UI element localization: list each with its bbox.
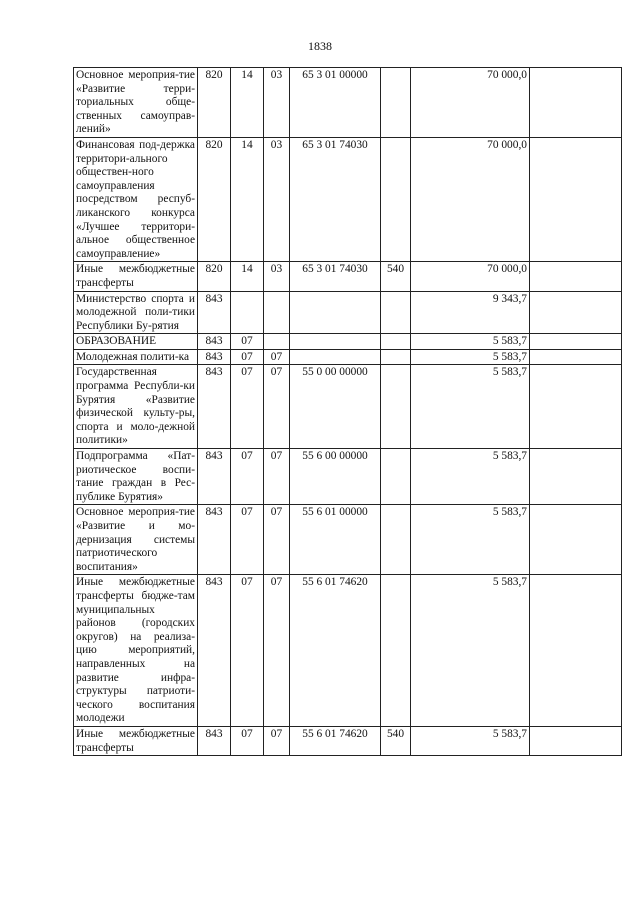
amount-cell: 70 000,0	[411, 137, 530, 261]
section-code-cell: 07	[231, 575, 264, 727]
subsection-code-cell: 07	[264, 505, 290, 575]
table-body	[74, 68, 622, 756]
grbs-code-cell: 843	[198, 334, 231, 350]
row-name-cell: Основное мероприя-тие «Развитие и мо-дернизация системы патриотического воспитания»	[74, 505, 198, 575]
section-code-cell: 07	[231, 349, 264, 365]
section-code-cell: 14	[231, 137, 264, 261]
amount-cell: 5 583,7	[411, 334, 530, 350]
row-name-cell: Молодежная полити-ка	[74, 349, 198, 365]
section-code-cell: 07	[231, 449, 264, 505]
section-code-cell: 14	[231, 262, 264, 291]
section-code-cell: 14	[231, 68, 264, 138]
row-name-cell: Министерство спорта и молодежной поли-тики Республики Бу-рятия	[74, 291, 198, 334]
amount-cell: 5 583,7	[411, 449, 530, 505]
empty-cell	[530, 137, 622, 261]
row-name-cell: Иные межбюджетные трансферты бюдже-там муниципальных районов (городских округов) на реализа-цию мероприятий, направленных на развитие инфра-структуры патриоти-ческого воспитания молодежи	[74, 575, 198, 727]
amount-cell: 70 000,0	[411, 68, 530, 138]
page-number: 1838	[308, 39, 332, 53]
empty-cell	[530, 365, 622, 449]
grbs-code-cell: 843	[198, 291, 231, 334]
amount-cell: 70 000,0	[411, 262, 530, 291]
subsection-code-cell: 07	[264, 575, 290, 727]
table-row	[74, 137, 622, 261]
row-name-cell: ОБРАЗОВАНИЕ	[74, 334, 198, 350]
subsection-code-cell: 07	[264, 365, 290, 449]
expense-type-cell	[381, 365, 411, 449]
target-article-cell: 55 6 00 00000	[290, 449, 381, 505]
target-article-cell: 65 3 01 00000	[290, 68, 381, 138]
amount-cell: 9 343,7	[411, 291, 530, 334]
empty-cell	[530, 505, 622, 575]
amount-cell: 5 583,7	[411, 575, 530, 727]
subsection-code-cell: 07	[264, 349, 290, 365]
empty-cell	[530, 449, 622, 505]
table-row	[74, 262, 622, 291]
empty-cell	[530, 726, 622, 755]
grbs-code-cell: 820	[198, 262, 231, 291]
target-article-cell: 65 3 01 74030	[290, 262, 381, 291]
grbs-code-cell: 820	[198, 68, 231, 138]
grbs-code-cell: 820	[198, 137, 231, 261]
table-row	[74, 726, 622, 755]
target-article-cell: 55 6 01 74620	[290, 575, 381, 727]
expense-type-cell	[381, 575, 411, 727]
grbs-code-cell: 843	[198, 365, 231, 449]
target-article-cell	[290, 349, 381, 365]
table-row	[74, 291, 622, 334]
grbs-code-cell: 843	[198, 349, 231, 365]
section-code-cell: 07	[231, 726, 264, 755]
row-name-cell: Подпрограмма «Пат-риотическое воспи-тание граждан в Рес-публике Бурятия»	[74, 449, 198, 505]
amount-cell: 5 583,7	[411, 505, 530, 575]
expense-type-cell	[381, 68, 411, 138]
expense-type-cell	[381, 505, 411, 575]
table-row	[74, 449, 622, 505]
expense-type-cell: 540	[381, 726, 411, 755]
empty-cell	[530, 334, 622, 350]
table-row	[74, 365, 622, 449]
expense-type-cell	[381, 449, 411, 505]
row-name-cell: Иные межбюджетные трансферты	[74, 262, 198, 291]
amount-cell: 5 583,7	[411, 349, 530, 365]
target-article-cell: 55 6 01 00000	[290, 505, 381, 575]
expense-type-cell	[381, 137, 411, 261]
subsection-code-cell: 07	[264, 726, 290, 755]
subsection-code-cell: 03	[264, 262, 290, 291]
empty-cell	[530, 68, 622, 138]
table-row	[74, 349, 622, 365]
target-article-cell: 55 6 01 74620	[290, 726, 381, 755]
expense-type-cell	[381, 334, 411, 350]
table-row	[74, 575, 622, 727]
subsection-code-cell: 07	[264, 449, 290, 505]
target-article-cell: 55 0 00 00000	[290, 365, 381, 449]
grbs-code-cell: 843	[198, 505, 231, 575]
table-row	[74, 334, 622, 350]
expense-type-cell	[381, 349, 411, 365]
row-name-cell: Финансовая под-держка территори-ального обществен-ного самоуправления посредством респуб-ликанского конкурса «Лучшее территори-альное общественное самоуправление»	[74, 137, 198, 261]
subsection-code-cell	[264, 291, 290, 334]
subsection-code-cell: 03	[264, 68, 290, 138]
empty-cell	[530, 349, 622, 365]
subsection-code-cell: 03	[264, 137, 290, 261]
table-row	[74, 505, 622, 575]
section-code-cell: 07	[231, 334, 264, 350]
grbs-code-cell: 843	[198, 575, 231, 727]
target-article-cell: 65 3 01 74030	[290, 137, 381, 261]
amount-cell: 5 583,7	[411, 726, 530, 755]
target-article-cell	[290, 334, 381, 350]
expense-type-cell	[381, 291, 411, 334]
amount-cell: 5 583,7	[411, 365, 530, 449]
row-name-cell: Государственная программа Республи-ки Бурятия «Развитие физической культу-ры, спорта и моло-дежной политики»	[74, 365, 198, 449]
grbs-code-cell: 843	[198, 726, 231, 755]
row-name-cell: Основное мероприя-тие «Развитие терри-ториальных обще-ственных самоуправ-лений»	[74, 68, 198, 138]
grbs-code-cell: 843	[198, 449, 231, 505]
empty-cell	[530, 291, 622, 334]
table-row	[74, 68, 622, 138]
target-article-cell	[290, 291, 381, 334]
expense-type-cell: 540	[381, 262, 411, 291]
empty-cell	[530, 575, 622, 727]
budget-table	[73, 67, 622, 756]
empty-cell	[530, 262, 622, 291]
section-code-cell	[231, 291, 264, 334]
subsection-code-cell	[264, 334, 290, 350]
section-code-cell: 07	[231, 505, 264, 575]
row-name-cell: Иные межбюджетные трансферты	[74, 726, 198, 755]
section-code-cell: 07	[231, 365, 264, 449]
